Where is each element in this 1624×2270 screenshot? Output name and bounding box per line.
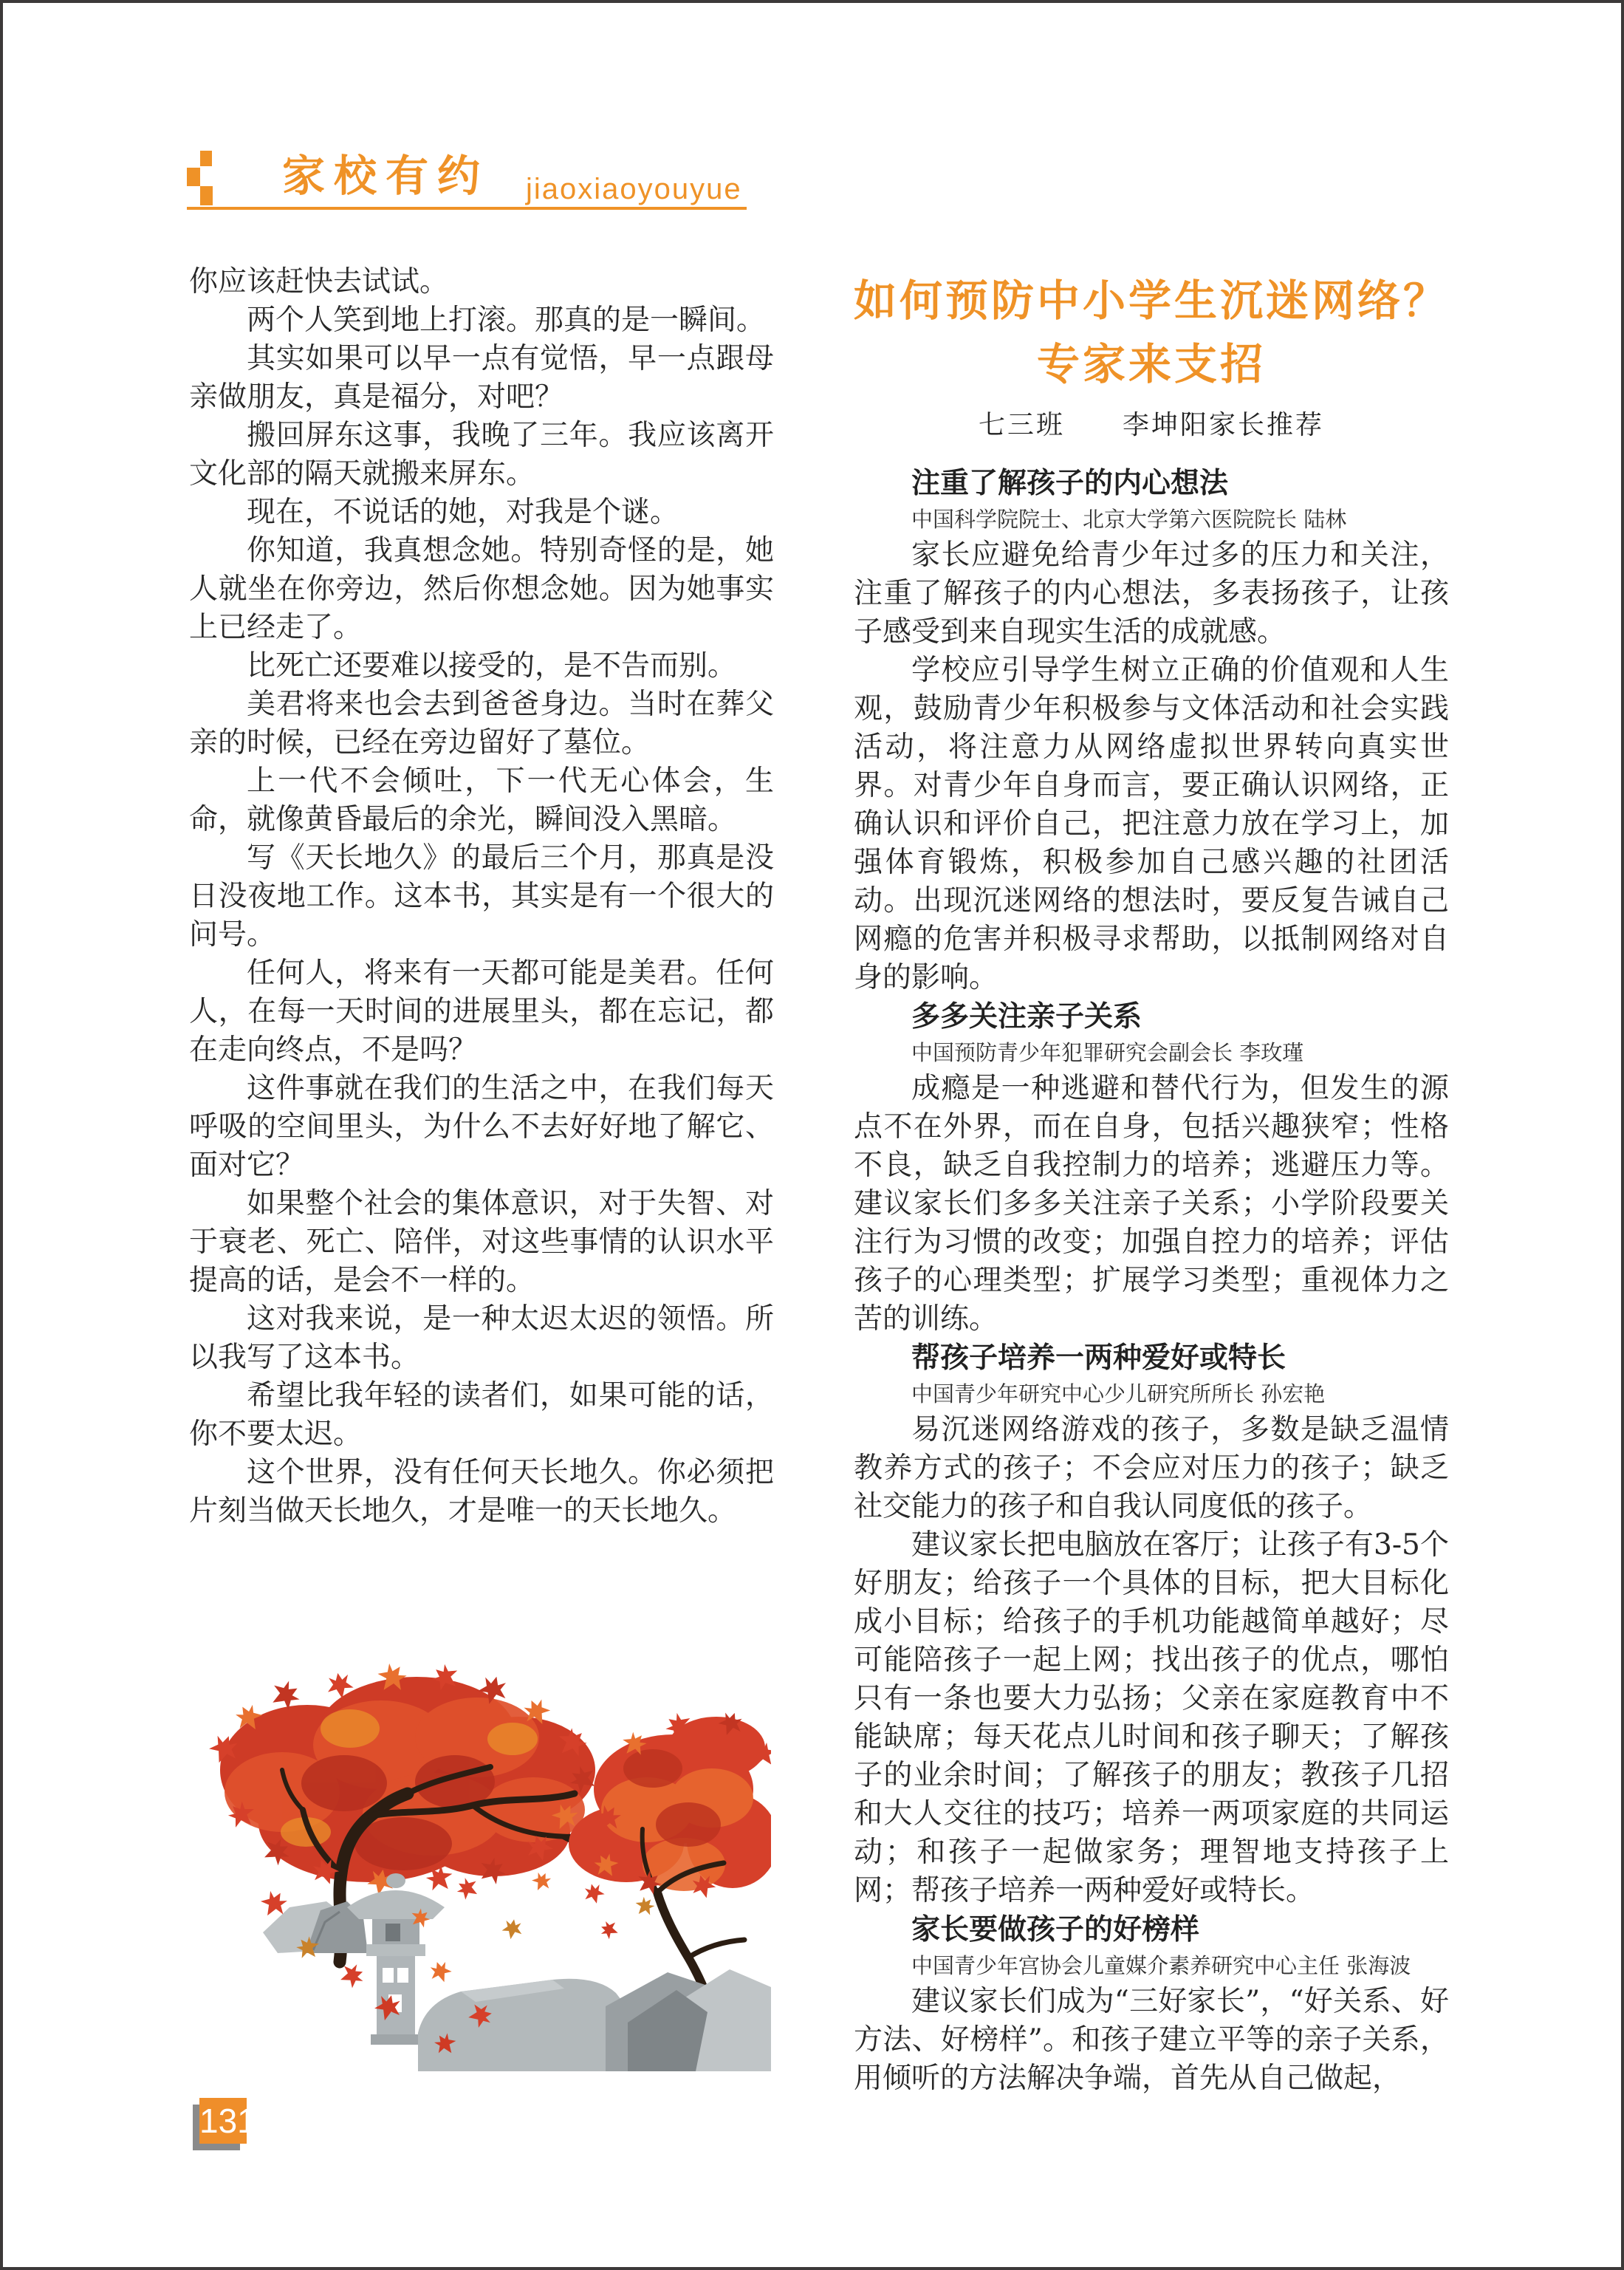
paragraph: 建议家长把电脑放在客厅；让孩子有3-5个好朋友；给孩子一个具体的目标，把大目标化成小目标；给孩子的手机功能越简单越好；尽可能陪孩子一起上网；找出孩子的优点，哪怕只有一条也要大力弘扬；父亲在家庭教育中不能缺席；每天花点儿时间和孩子聊天；了解孩子的业余时间；了解孩子的朋友；教孩子几招和大人交往的技巧；培养一两项家庭的共同运动；和孩子一起做家务；理智地支持孩子上网；帮孩子培养一两种爱好或特长。 — [854, 1528, 1449, 1907]
article-column — [854, 269, 1449, 2098]
paragraph: 这件事就在我们的生活之中，在我们每天呼吸的空间里头，为什么不去好好地了解它、面对它？ — [189, 1072, 774, 1182]
page-number-badge: 131 — [199, 2098, 247, 2144]
article-byline: 七三班 李坤阳家长推荐 — [978, 410, 1324, 440]
header-divider — [187, 207, 747, 210]
section-title: 家校有约 — [282, 151, 490, 201]
expert-credit: 中国青少年宫协会儿童媒介素养研究中心主任 张海波 — [911, 1953, 1411, 1978]
logo-square — [200, 151, 212, 166]
paragraph: 两个人笑到地上打滚。那真的是一瞬间。 — [247, 304, 766, 337]
logo-square — [187, 168, 200, 186]
paragraph: 写《天长地久》的最后三个月，那真是没日没夜地工作。这本书，其实是有一个很大的问号。 — [189, 841, 774, 951]
section-heading: 帮孩子培养一两种爱好或特长 — [911, 1341, 1286, 1375]
autumn-garden-illustration — [195, 1658, 771, 2071]
section-logo-icon — [187, 149, 215, 205]
paragraph: 这对我来说，是一种太迟太迟的领悟。所以我写了这本书。 — [189, 1302, 774, 1374]
article-title — [854, 269, 1449, 396]
paragraph: 你知道，我真想念她。特别奇怪的是，她人就坐在你旁边，然后你想念她。因为她事实上已经走了。 — [189, 534, 774, 644]
paragraph: 其实如果可以早一点有觉悟，早一点跟母亲做朋友，真是福分，对吧？ — [189, 342, 774, 414]
section-heading: 多多关注亲子关系 — [911, 999, 1142, 1033]
paragraph: 希望比我年轻的读者们，如果可能的话，你不要太迟。 — [189, 1379, 774, 1451]
paragraph: 现在，不说话的她，对我是个谜。 — [247, 496, 679, 529]
expert-credit: 中国科学院院士、北京大学第六医院院长 陆林 — [911, 507, 1347, 532]
paragraph: 上一代不会倾吐，下一代无心体会，生命，就像黄昏最后的余光，瞬间没入黑暗。 — [189, 765, 774, 836]
paragraph: 成瘾是一种逃避和替代行为，但发生的源点不在外界，而在自身，包括兴趣狭窄；性格不良，缺乏自我控制力的培养；逃避压力等。建议家长们多多关注亲子关系；小学阶段要关注行为习惯的改变；加强自控力的培养；评估孩子的心理类型；扩展学习类型；重视体力之苦的训练。 — [854, 1072, 1449, 1336]
article-sections — [854, 464, 1449, 2098]
paragraph: 搬回屏东这事，我晚了三年。我应该离开文化部的隔天就搬来屏东。 — [189, 419, 774, 490]
paragraph: 任何人，将来有一天都可能是美君。任何人，在每一天时间的进展里头，都在忘记，都在走向终点，不是吗？ — [189, 957, 774, 1067]
section-title-pinyin: jiaoxiaoyouyue — [526, 173, 742, 205]
expert-credit: 中国青少年研究中心少儿研究所所长 孙宏艳 — [911, 1381, 1326, 1406]
expert-credit: 中国预防青少年犯罪研究会副会长 李玫瑾 — [911, 1040, 1304, 1065]
rocks-ground — [418, 1969, 771, 2071]
logo-square — [200, 186, 213, 205]
paragraph: 美君将来也会去到爸爸身边。当时在葬父亲的时候，已经在旁边留好了墓位。 — [189, 688, 774, 759]
section-heading: 家长要做孩子的好榜样 — [911, 1912, 1200, 1946]
paragraph: 比死亡还要难以接受的，是不告而别。 — [247, 649, 737, 683]
paragraph: 建议家长们成为“三好家长”，“好关系、好方法、好榜样”。和孩子建立平等的亲子关系，用倾听的方法解决争端，首先从自己做起， — [854, 1985, 1449, 2095]
article-title-line2: 专家来支招 — [1036, 339, 1266, 389]
paragraph: 这个世界，没有任何天长地久。你必须把片刻当做天长地久，才是唯一的天长地久。 — [189, 1456, 774, 1528]
section-heading: 注重了解孩子的内心想法 — [911, 466, 1229, 500]
left-column — [189, 263, 774, 1531]
paragraph: 家长应避免给青少年过多的压力和关注，注重了解孩子的内心想法，多表扬孩子，让孩子感受到来自现实生活的成就感。 — [854, 539, 1449, 649]
paragraph: 如果整个社会的集体意识，对于失智、对于衰老、死亡、陪伴，对这些事情的认识水平提高的话，是会不一样的。 — [189, 1187, 774, 1297]
paragraph: 你应该赶快去试试。 — [189, 265, 449, 298]
paragraph: 易沉迷网络游戏的孩子，多数是缺乏温情教养方式的孩子；不会应对压力的孩子；缺乏社交能力的孩子和自我认同度低的孩子。 — [854, 1413, 1449, 1523]
paragraph: 学校应引导学生树立正确的价值观和人生观，鼓励青少年积极参与文体活动和社会实践活动，将注意力从网络虚拟世界转向真实世界。对青少年自身而言，要正确认识网络，正确认识和评价自己，把注意力放在学习上，加强体育锻炼，积极参加自己感兴趣的社团活动。出现沉迷网络的想法时，要反复告诫自己网瘾的危害并积极寻求帮助，以抵制网络对自身的影响。 — [854, 654, 1449, 994]
article-title-line1: 如何预防中小学生沉迷网络？ — [854, 276, 1450, 326]
